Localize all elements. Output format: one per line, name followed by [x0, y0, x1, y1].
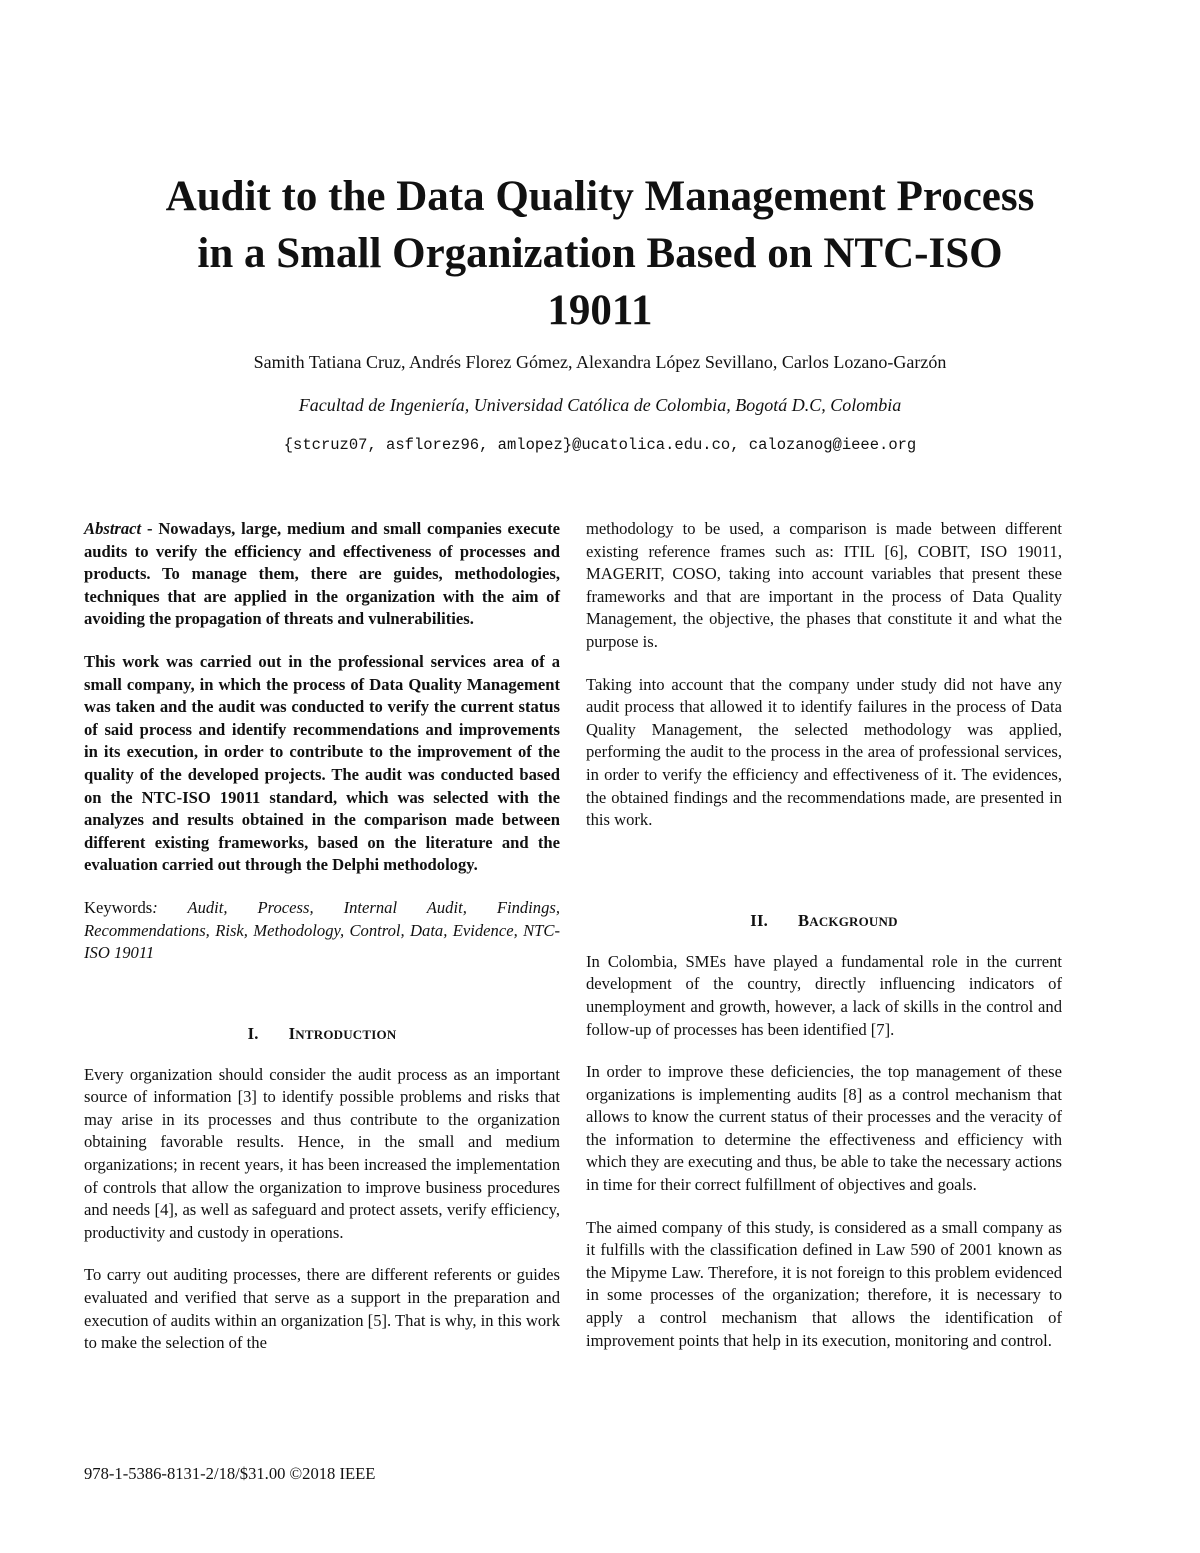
intro-paragraph-1: Every organization should consider the audit process as an important source of information [3] to identify possible problems and risks that may arise in its processes and thus contribute to the organization obtaining favorable results. Hence, in the small and medium organizations; in recent years, it has been increased the implementation of controls that allow the organization to improve business procedures and needs [4], as well as safeguard and protect assets, verify efficiency, productivity and custody in operations. — [84, 1064, 560, 1242]
affiliation: Facultad de Ingeniería, Universidad Católica de Colombia, Bogotá D.C, Colombia — [298, 395, 902, 415]
paper-title — [60, 168, 1140, 339]
section-number: I. — [247, 1023, 259, 1043]
author-emails: {stcruz07, asflorez96, amlopez}@ucatolica.edu.co, calozanog@ieee.org — [283, 436, 917, 454]
section-heading-introduction — [84, 1023, 560, 1046]
keywords-colon: : — [152, 897, 158, 917]
title-line-2: in a Small Organization Based on NTC-ISO — [197, 230, 1003, 277]
author-list: Samith Tatiana Cruz, Andrés Florez Gómez, Alexandra López Sevillano, Carlos Lozano-Garzón — [253, 352, 947, 372]
abstract-text-1: Nowadays, large, medium and small companies execute audits to verify the efficiency and effectiveness of processes and products. To manage them, there are guides, methodologies, techniques that are applied in the organization with the aim of avoiding the propagation of threats and vulnerabilities. — [84, 519, 561, 629]
section-title-rest: NTRODUCTION — [295, 1026, 397, 1042]
intro-paragraph-2-continued: methodology to be used, a comparison is made between different existing reference frames such as: ITIL [6], COBIT, ISO 19011, MAGERIT, COSO, taking into account variables that present these frameworks and that are important in the process of Data Quality Management, the objective, the phases that constitute it and what the purpose is. — [586, 519, 1062, 651]
keywords — [84, 897, 560, 965]
abstract-paragraph-2: This work was carried out in the professional services area of a small company, in which the process of Data Quality Management was taken and the audit was conducted to verify the current status of said process and identify recommendations and improvements in its execution, in order to contribute to the improvement of the quality of the developed projects. The audit was conducted based on the NTC-ISO 19011 standard, which was selected with the analyzes and results obtained in the comparison made between different existing frameworks, based on the literature and the evaluation carried out through the Delphi methodology. — [84, 651, 560, 875]
keywords-label: Keywords — [84, 897, 153, 917]
left-column — [84, 518, 560, 1375]
intro-paragraph-3: Taking into account that the company under study did not have any audit process that allowed it to identify failures in the process of Data Quality Management, the selected methodology was applied, performing the audit to the process in the area of professional services, in order to verify the efficiency and effectiveness of it. The evidences, the obtained findings and the recommendations made, are presented in this work. — [586, 674, 1062, 830]
title-line-1: Audit to the Data Quality Management Process — [165, 173, 1035, 220]
intro-paragraph-2-start: To carry out auditing processes, there are different referents or guides evaluated and verified that serve as a support in the preparation and execution of audits within an organization [5]. That is why, in this work to make the selection of the — [84, 1265, 560, 1353]
section-title-rest: ACKGROUND — [809, 913, 898, 929]
abstract-separator: - — [141, 519, 159, 538]
section-heading-background — [586, 910, 1062, 933]
abstract-paragraph-1 — [84, 518, 560, 631]
right-column — [586, 518, 1062, 1372]
section-title-initial: B — [797, 910, 810, 930]
title-line-3: 19011 — [547, 287, 653, 334]
section-title-initial: I — [288, 1023, 296, 1043]
background-paragraph-2: In order to improve these deficiencies, the top management of these organizations is implementing audits [8] as a control mechanism that allows to know the current status of their processes and the veracity of the information to determine the effectiveness and efficiency with which they are executing and thus, be able to take the necessary actions in time for their correct fulfillment of objectives and goals. — [586, 1062, 1062, 1195]
section-number: II. — [750, 910, 768, 930]
background-paragraph-1: In Colombia, SMEs have played a fundamental role in the current development of the country, directly influencing indicators of unemployment and growth, however, a lack of skills in the control and follow-up of processes has been identified [7]. — [586, 951, 1062, 1039]
background-paragraph-3: The aimed company of this study, is considered as a small company as it fulfills with the classification defined in Law 590 of 2001 known as the Mipyme Law. Therefore, it is not foreign to this problem evidenced in some processes of the organization; therefore, it is necessary to apply a control mechanism that allows the identification of improvement points that help in its execution, monitoring and control. — [586, 1217, 1062, 1350]
copyright-footer: 978-1-5386-8131-2/18/$31.00 ©2018 IEEE — [84, 1464, 376, 1483]
abstract-label: Abstract — [84, 519, 142, 538]
keywords-text: Audit, Process, Internal Audit, Findings, Recommendations, Risk, Methodology, Control, Data, Evidence, NTC-ISO 19011 — [84, 897, 560, 963]
